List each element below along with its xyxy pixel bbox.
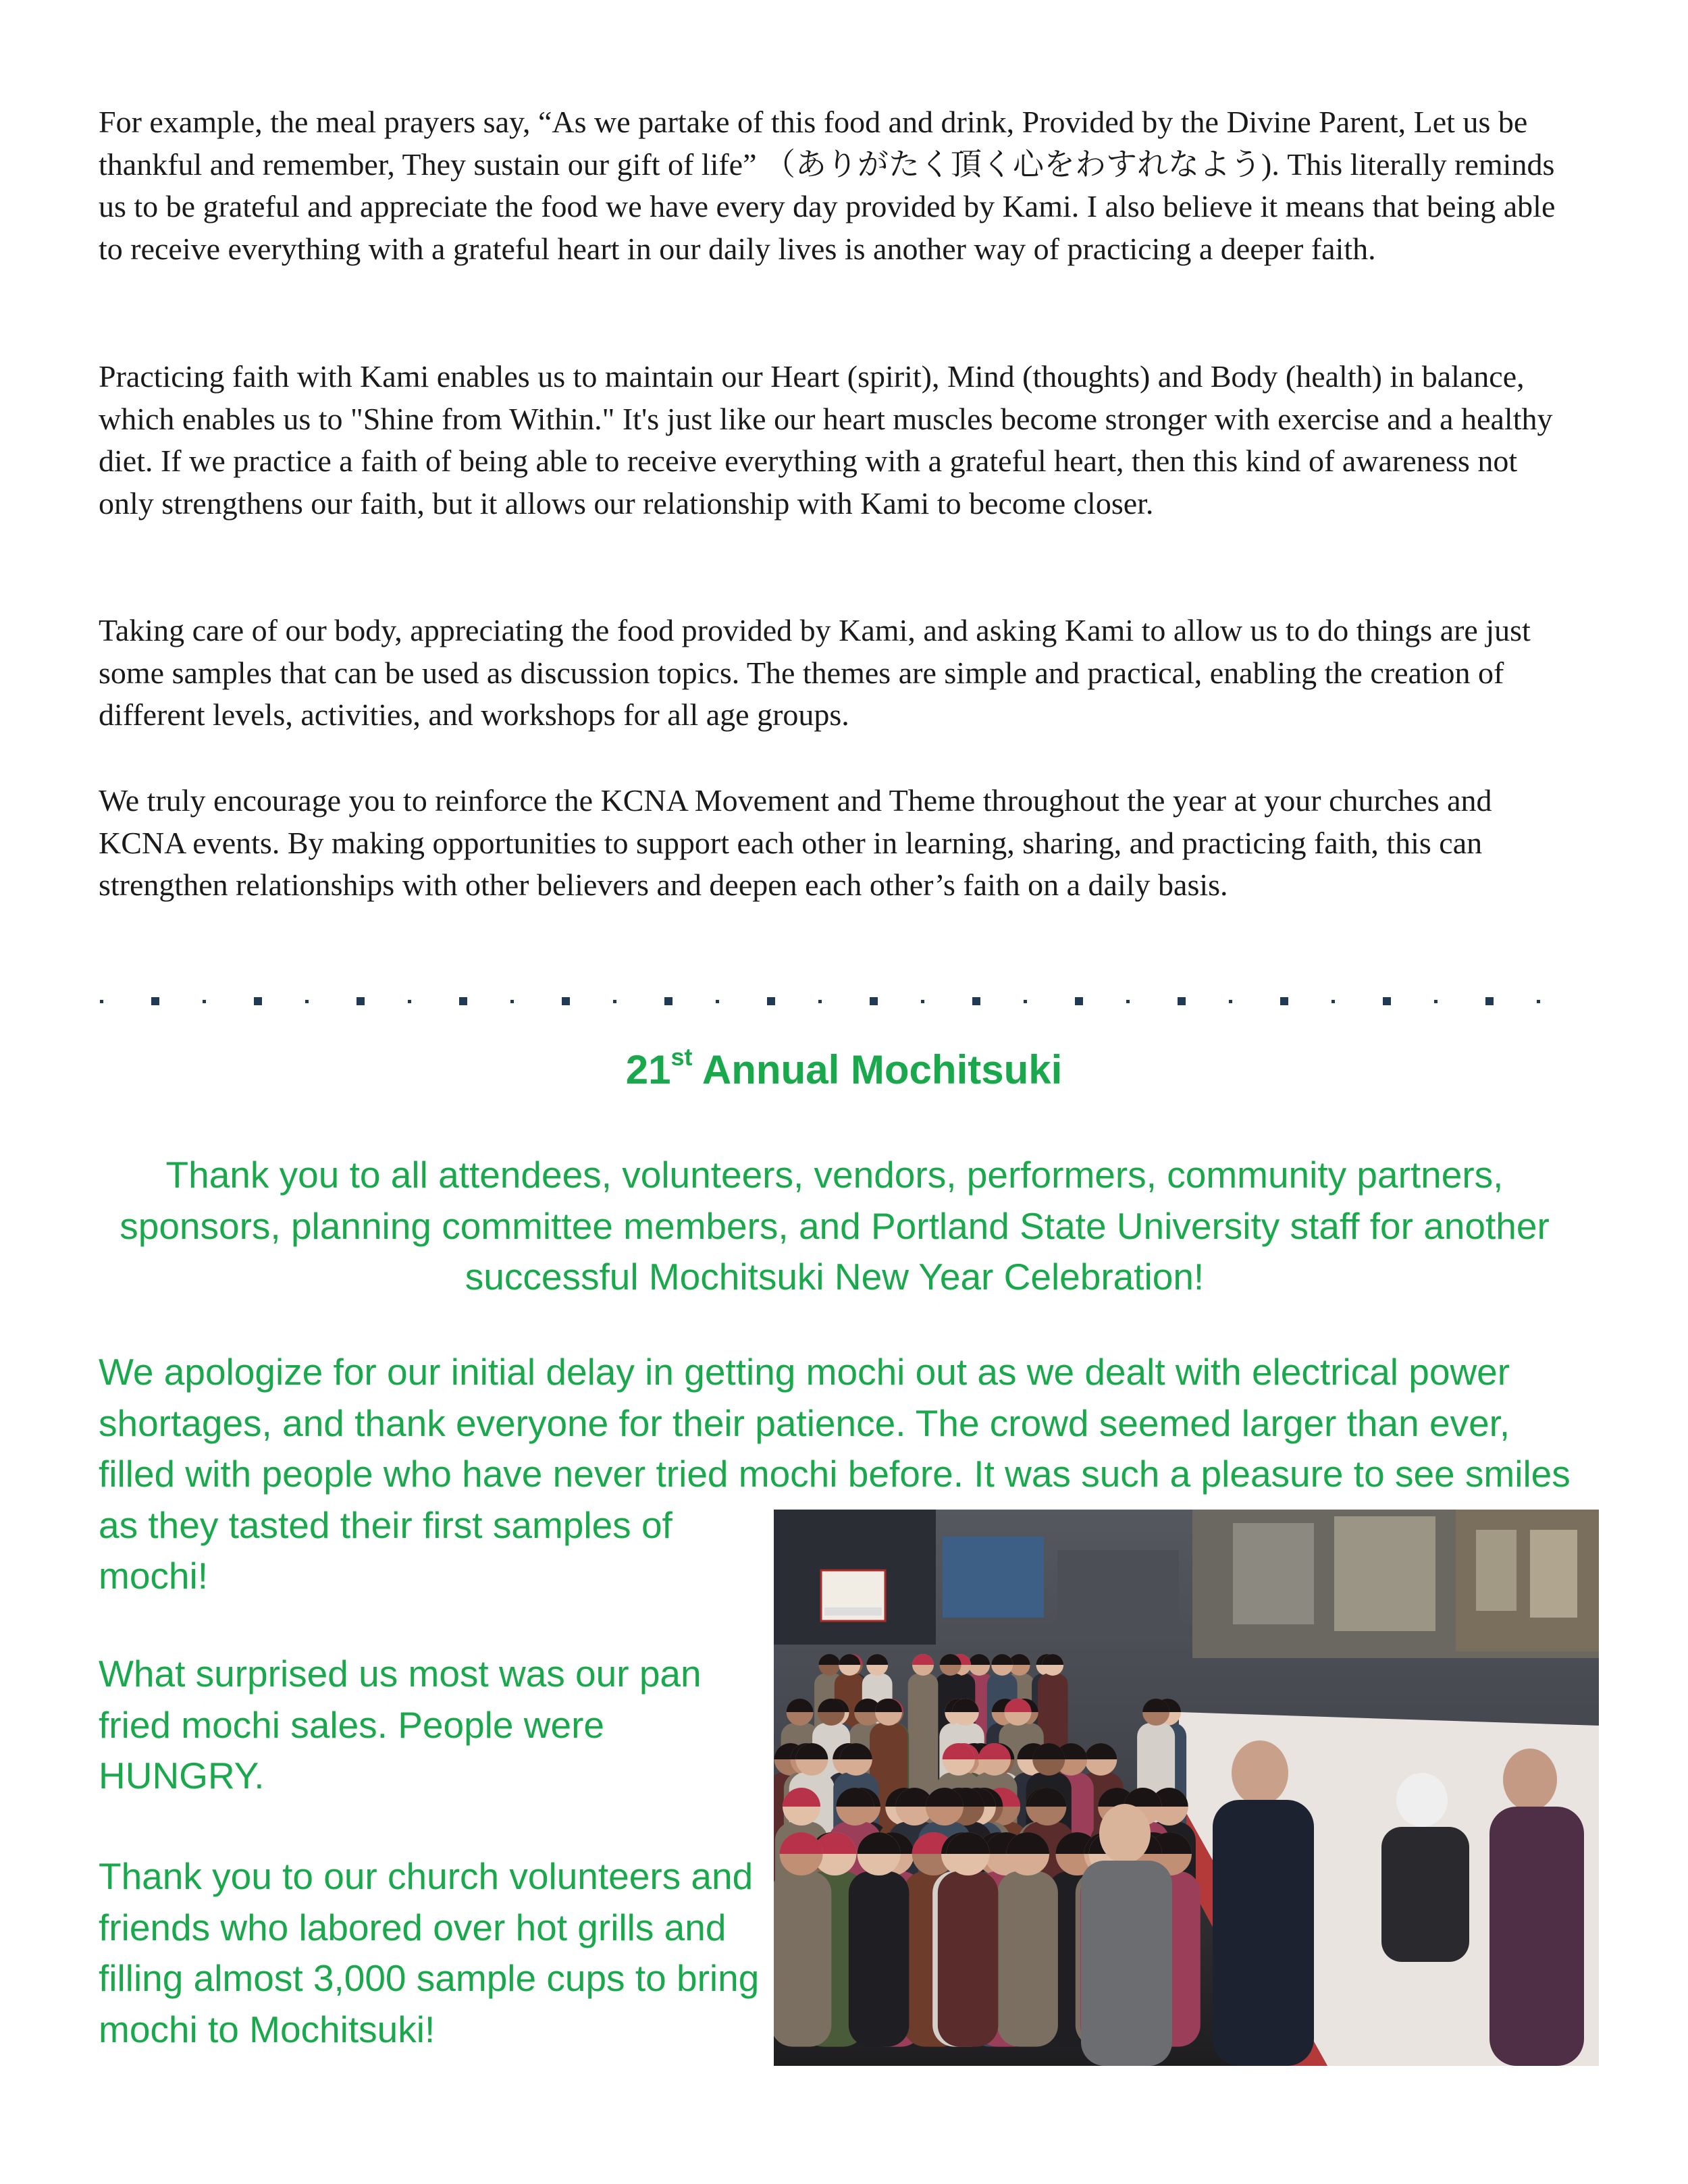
divider-square-large xyxy=(459,997,467,1005)
divider-square-small xyxy=(818,1000,822,1003)
mochitsuki-apology-paragraph: We apologize for our initial delay in getting mochi out as we dealt with electrical power shortages, and thank everyone for their patience. The crowd seemed larger than ever, filled with people who have never tried mochi before. It was such a pleasure to see smiles as they tasted their first samples of mochi! xyxy=(99,1351,1571,1597)
divider-square-large xyxy=(1178,997,1186,1005)
divider-square-small xyxy=(1537,1000,1540,1003)
divider-square-large xyxy=(1485,997,1494,1005)
divider-square-large xyxy=(767,997,775,1005)
title-text: Annual Mochitsuki xyxy=(692,1047,1063,1092)
divider-square-large xyxy=(1280,997,1288,1005)
divider-square-large xyxy=(1075,997,1083,1005)
article-paragraph-discussion-topics: Taking care of our body, appreciating the food provided by Kami, and asking Kami to allow us to do things are just some samples that can be used as discussion topics. The themes are simple and practical, enabling the creation of different levels, activities, and workshops for all age groups. xyxy=(99,613,1531,732)
divider-square-small xyxy=(305,1000,309,1003)
divider-square-large xyxy=(357,997,365,1005)
divider-square-small xyxy=(921,1000,924,1003)
title-number: 21 xyxy=(625,1047,671,1092)
divider-square-small xyxy=(510,1000,514,1003)
divider-square-small xyxy=(1126,1000,1130,1003)
article-paragraph-practicing-faith: Practicing faith with Kami enables us to maintain our Heart (spirit), Mind (thoughts) and Body (health) in balance, which enables us to "Shine from Within." It's just like our heart muscles become stronger with exercise and a healthy diet. If we practice a faith of being able to receive everything with a grateful heart, then this kind of awareness not only strengthens our faith, but it allows our relationship with Kami to become closer. xyxy=(99,359,1553,521)
divider-square-large xyxy=(664,997,672,1005)
dotted-divider xyxy=(99,996,1574,1006)
article-paragraph-encouragement: We truly encourage you to reinforce the KCNA Movement and Theme throughout the year at your churches and KCNA events. By making opportunities to support each other in learning, sharing, and practicing faith, this can strengthen relationships with other believers and deepen each other’s faith on a daily basis. xyxy=(99,783,1492,902)
divider-square-small xyxy=(1024,1000,1027,1003)
divider-square-small xyxy=(716,1000,719,1003)
divider-square-large xyxy=(562,997,570,1005)
title-ordinal-suffix: st xyxy=(670,1043,693,1071)
divider-square-small xyxy=(100,1000,103,1003)
mochitsuki-thanks-paragraph: Thank you to all attendees, volunteers, vendors, performers, community partners, sponsors, planning committee members, and Portland State University staff for another successful Mochitsuki New Year Celebration! xyxy=(120,1154,1550,1298)
divider-square-large xyxy=(972,997,980,1005)
article-paragraph-meal-prayers: For example, the meal prayers say, “As we partake of this food and drink, Provided by the Divine Parent, Let us be thankful and remember, They sustain our gift of life” （ありがたく頂く心をわすれなよう). This literally reminds us to be grateful and appreciate the food we have every day provided by Kami. I also believe it means that being able to receive everything with a grateful heart in our daily lives is another way of practicing a deeper faith. xyxy=(99,105,1556,266)
divider-square-large xyxy=(254,997,262,1005)
divider-square-small xyxy=(1434,1000,1438,1003)
divider-square-small xyxy=(1229,1000,1232,1003)
divider-square-small xyxy=(408,1000,411,1003)
divider-square-large xyxy=(151,997,159,1005)
mochitsuki-sales-paragraph: What surprised us most was our pan fried mochi sales. People were HUNGRY. xyxy=(99,1653,702,1796)
divider-square-large xyxy=(1383,997,1391,1005)
divider-square-large xyxy=(870,997,878,1005)
divider-square-small xyxy=(203,1000,206,1003)
divider-square-small xyxy=(613,1000,616,1003)
divider-square-small xyxy=(1331,1000,1335,1003)
mochitsuki-title xyxy=(0,1043,1688,1097)
mochitsuki-volunteers-paragraph: Thank you to our church volunteers and friends who labored over hot grills and filling almost 3,000 sample cups to bring mochi to Mochitsuki! xyxy=(99,1855,760,2050)
